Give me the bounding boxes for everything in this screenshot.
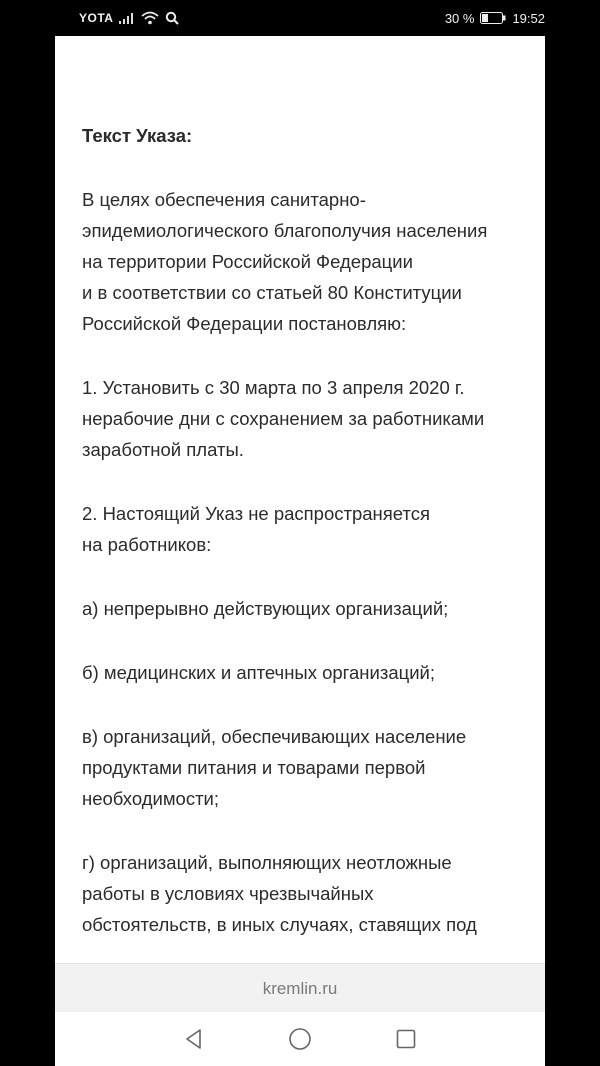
url-bar[interactable] [55,963,545,1013]
status-bar [55,0,545,36]
recents-icon[interactable] [392,1025,420,1053]
search-icon [165,11,179,25]
text-line: 2. Настоящий Указ не распространяется [82,503,431,524]
text-line: г) организаций, выполняющих неотложные [82,852,452,873]
sub-item-g [82,847,532,940]
article-heading: Текст Указа: [82,125,193,146]
url-text: kremlin.ru [262,978,338,998]
sub-item-v [82,721,532,814]
home-icon[interactable] [286,1025,314,1053]
text-line: на работников: [82,534,212,555]
wifi-icon [141,11,159,25]
back-icon[interactable] [180,1025,208,1053]
sub-item-b: б) медицинских и аптечных организаций; [82,662,436,683]
text-line: Российской Федерации постановляю: [82,313,407,334]
text-line: в) организаций, обеспечивающих население [82,726,467,747]
intro-paragraph [82,184,532,339]
text-line: на территории Российской Федерации [82,251,413,272]
text-line: нерабочие дни с сохранением за работниками [82,408,485,429]
battery-icon [480,12,506,24]
battery-percent: 30 % [444,10,475,26]
text-line: обстоятельств, в иных случаях, ставящих под [82,914,477,935]
text-line: эпидемиологического благополучия населения [82,220,488,241]
signal-icon [119,12,135,24]
text-line: заработной платы. [82,439,244,460]
status-time: 19:52 [512,10,545,26]
text-line: и в соответствии со статьей 80 Конституции [82,282,462,303]
decree-article [82,120,532,973]
sub-item-a: а) непрерывно действующих организаций; [82,598,449,619]
item-1-paragraph [82,372,532,465]
item-2-paragraph [82,498,532,560]
text-line: 1. Установить с 30 марта по 3 апреля 2020 г. [82,377,465,398]
carrier-label: YOTA [79,11,114,25]
text-line: работы в условиях чрезвычайных [82,883,374,904]
text-line: В целях обеспечения санитарно- [82,189,366,210]
browser-screen[interactable] [55,36,545,1066]
text-line: продуктами питания и товарами первой [82,757,426,778]
text-line: необходимости; [82,788,220,809]
navigation-bar [55,1012,545,1066]
